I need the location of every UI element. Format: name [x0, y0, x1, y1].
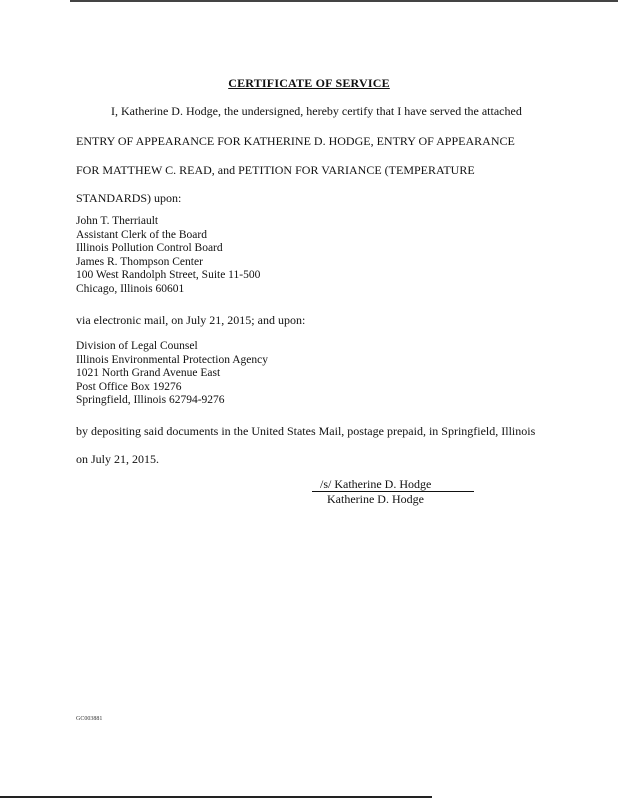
address-line: Springfield, Illinois 62794-9276 [76, 394, 225, 407]
recipient-address-1 [76, 215, 260, 297]
signature: /s/ Katherine D. Hodge [320, 477, 432, 491]
address-line: Post Office Box 19276 [76, 380, 182, 393]
document-code: GC003881 [76, 716, 103, 722]
page-title: CERTIFICATE OF SERVICE [228, 76, 390, 90]
address-line: Division of Legal Counsel [76, 340, 198, 352]
signature-line [312, 477, 474, 492]
scan-edge-top [70, 0, 618, 2]
address-line: Chicago, Illinois 60601 [76, 282, 185, 295]
address-line: Illinois Pollution Control Board [76, 242, 223, 255]
service-method-2-line-1: by depositing said documents in the United States Mail, postage prepaid, in Springfield, Illinois [76, 424, 536, 438]
intro-paragraph: I, Katherine D. Hodge, the undersigned, hereby certify that I have served the attached [111, 104, 522, 118]
address-line: 1021 North Grand Avenue East [76, 367, 221, 380]
address-line: John T. Therriault [76, 215, 159, 227]
service-method-1: via electronic mail, on July 21, 2015; and upon: [76, 313, 306, 327]
address-line: Assistant Clerk of the Board [76, 228, 207, 241]
documents-line-2: FOR MATTHEW C. READ, and PETITION FOR VARIANCE (TEMPERATURE [76, 163, 475, 177]
documents-line-3: STANDARDS) upon: [76, 191, 182, 205]
signer-name: Katherine D. Hodge [327, 492, 424, 506]
address-line: James R. Thompson Center [76, 255, 203, 268]
address-line: Illinois Environmental Protection Agency [76, 353, 268, 366]
scan-edge-bottom [0, 796, 432, 798]
documents-line-1: ENTRY OF APPEARANCE FOR KATHERINE D. HODGE, ENTRY OF APPEARANCE [76, 134, 515, 148]
address-line: 100 West Randolph Street, Suite 11-500 [76, 269, 261, 282]
service-method-2-line-2: on July 21, 2015. [76, 452, 160, 466]
recipient-address-2 [76, 340, 268, 408]
